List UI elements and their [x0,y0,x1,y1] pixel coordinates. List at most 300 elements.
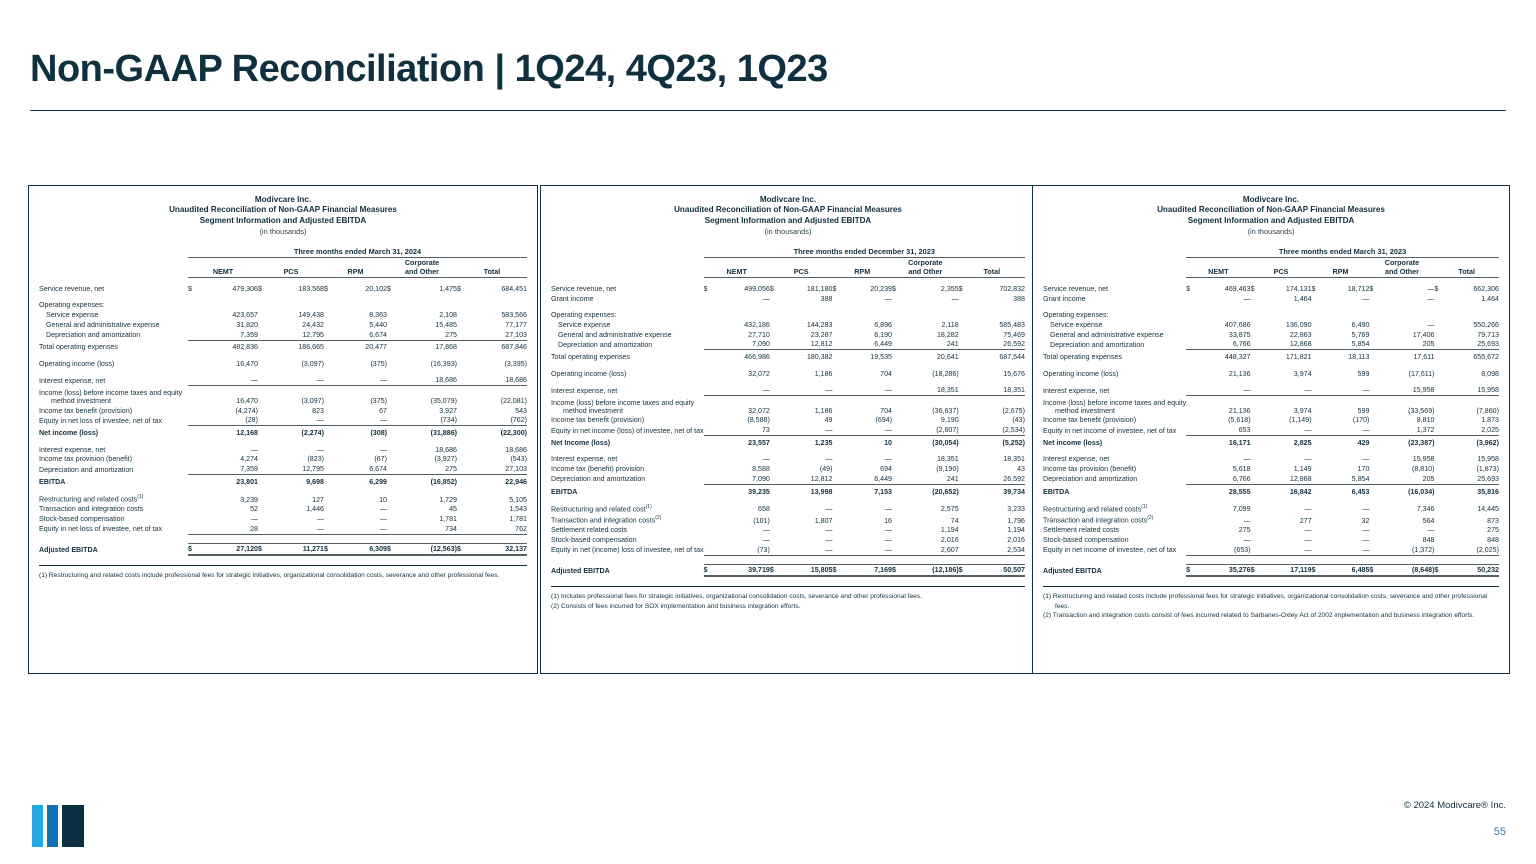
table-cell: — [379,505,387,514]
table-cell: 823 [312,406,324,415]
currency-symbol [704,369,712,379]
table-cell: 77,177 [505,320,527,329]
table-cell: 2,355 [940,284,959,293]
row-label: Settlement related costs [1043,526,1120,535]
table-heading [1043,195,1499,237]
table-cell: 388 [820,294,833,303]
currency-symbol: $ [1250,284,1255,293]
table-row [551,503,1025,514]
currency-symbol [1369,369,1376,379]
table-row [39,320,527,330]
row-label: EBITDA [39,477,66,486]
currency-symbol [832,294,840,304]
currency-symbol [1435,340,1442,350]
row-label: Equity in net income of investee, net of tax [1043,426,1177,435]
currency-symbol [770,425,778,435]
table-cell: — [1304,505,1312,514]
table-cell: (8,588) [747,416,770,425]
table-cell: 1,446 [306,505,324,514]
table-cell: 18,113 [1348,353,1370,361]
currency-symbol [188,342,196,352]
currency-symbol: $ [958,284,963,293]
table-cell: 3,927 [439,406,457,415]
currency-symbol [959,320,967,330]
currency-symbol [324,464,332,474]
currency-symbol: $ [892,284,896,293]
table-cell: 7,090 [752,340,770,349]
currency-symbol [1312,425,1319,435]
currency-symbol [1312,385,1319,395]
table-cell: — [884,386,892,395]
currency-symbol [1251,369,1258,379]
currency-symbol [324,310,332,320]
table-cell: — [1427,526,1435,535]
table-cell: 12,795 [302,330,324,339]
row-label: Service expense [46,311,99,320]
table-cell: 18,351 [936,455,959,464]
company-name: Modivcare Inc. [759,195,817,204]
table-cell: 21,136 [1228,406,1251,415]
table-cell: 27,103 [505,330,527,339]
currency-symbol [1251,535,1258,545]
currency-symbol [1312,320,1319,330]
table-cell: — [1427,284,1435,293]
currency-symbol [1186,525,1193,535]
row-label: Restructuring and related costs$^{(1)}$ [39,494,144,504]
table-cell: 11,271 [266,544,324,555]
footnote: (2) Consists of fees incurred for SOX implementation and business integration efforts. [551,602,801,610]
currency-symbol [704,438,712,448]
table-cell: 18,282 [936,330,959,339]
currency-symbol [1369,514,1376,525]
table-row [39,524,527,534]
table-cell: (375) [370,396,387,405]
currency-symbol [892,320,900,330]
currency-symbol [959,487,967,497]
table-cell: — [884,526,892,535]
row-label: Transaction and integration costs$^{(2)}$ [1043,515,1154,525]
currency-symbol [1369,503,1376,514]
currency-symbol [832,425,840,435]
table-cell: (35,079) [430,396,457,405]
currency-symbol [1435,330,1442,340]
row-label: EBITDA [551,487,578,496]
column-header: RPM [832,258,892,278]
table-cell: — [1362,455,1370,464]
table-cell: 32 [1361,516,1370,525]
table-cell: 3,974 [1293,406,1312,415]
currency-symbol [770,525,778,535]
table-row [551,340,1025,350]
units-note: (in thousands) [259,227,307,237]
currency-symbol [188,477,196,487]
table-cell: 2,607 [940,545,959,554]
currency-symbol [1251,294,1258,304]
spacer-row [39,369,527,376]
currency-symbol [770,438,778,448]
table-cell: 12,868 [1289,474,1312,483]
column-header: Corporate and Other [1369,258,1434,278]
currency-symbol [832,503,840,514]
row-label: Adjusted EBITDA [39,546,98,555]
currency-symbol [188,320,196,330]
table-cell: 7,169 [840,565,892,576]
currency-symbol [1251,352,1258,362]
row-label: Operating income (loss) [39,359,115,368]
table-cell: 684,451 [501,284,527,293]
table-cell: 50,507 [966,565,1025,576]
footnotes [39,565,527,580]
table-cell: 13,998 [810,487,833,496]
row-label: Stock-based compensation [1043,536,1129,545]
copyright-text: © 2024 Modivcare® Inc. [1403,800,1506,811]
currency-symbol [704,514,712,525]
report-subtitle: Segment Information and Adjusted EBITDA [704,215,872,225]
row-label: Income tax provision (benefit) [39,455,133,464]
period-label: Three months ended March 31, 2023 [1186,247,1499,258]
table-cell: — [316,376,324,385]
currency-symbol [457,514,465,524]
table-cell: 6,766 [1232,474,1251,483]
table-row [1043,398,1499,416]
currency-symbol [258,388,266,406]
currency-symbol [1186,474,1193,484]
spacer-row [39,487,527,494]
table-row [551,464,1025,474]
row-label: Equity in net loss of investee, net of tax [39,525,163,534]
currency-symbol [1369,398,1376,416]
currency-symbol [770,398,778,416]
table-cell: — [379,416,387,425]
row-label: Income tax (benefit) provision [551,465,645,474]
currency-symbol [258,477,266,487]
currency-symbol: $ [770,565,778,576]
row-label: Depreciation and amortization [46,331,141,340]
currency-symbol: $ [188,544,196,555]
table-cell: 3,974 [1293,369,1312,378]
table-cell: (543) [510,455,527,464]
table-row [39,493,527,504]
table-cell: 20,239 [870,284,892,293]
currency-symbol [704,385,712,395]
footnote: (2) Transaction and integration costs consist of fees incurred related to Sarbanes-Oxley Act of 2002 implementation and business integration efforts. [1043,611,1475,619]
currency-symbol [892,369,900,379]
currency-symbol: $ [1369,284,1374,293]
table-row [39,330,527,340]
table-cell: — [762,536,770,545]
table-cell: (823) [307,455,324,464]
table-cell: 2,016 [1007,536,1025,545]
currency-symbol [959,385,967,395]
currency-symbol [770,487,778,497]
table-cell: 658 [758,505,770,514]
table-cell: — [1304,526,1312,535]
currency-symbol [324,388,332,406]
currency-symbol [1251,416,1258,426]
spacer-row [1043,378,1499,385]
table-cell: — [1427,294,1435,303]
currency-symbol: $ [959,565,967,576]
table-cell: 2,825 [1293,438,1312,447]
row-label: Depreciation and amortization [1043,475,1138,484]
table-cell: — [1243,386,1251,395]
row-label: Service revenue, net [551,284,617,293]
currency-symbol [892,454,900,464]
currency-symbol [457,342,465,352]
column-header: PCS [1251,258,1312,278]
table-row [551,535,1025,545]
table-cell: (1,873) [1476,465,1499,474]
currency-symbol [387,359,395,369]
table-cell: — [250,515,258,524]
currency-symbol [1312,454,1319,464]
table-cell: (1,149) [1289,416,1312,425]
row-label: Depreciation and amortization [558,340,653,349]
table-cell: 1,807 [814,516,833,525]
table-cell: 2,016 [940,536,959,545]
currency-symbol [1186,320,1193,330]
currency-symbol [387,445,395,455]
table-cell: 1,194 [1007,526,1025,535]
currency-symbol [188,524,196,534]
currency-symbol [1251,438,1258,448]
table-cell: 16,470 [236,359,258,368]
currency-symbol [457,375,465,385]
row-label: Depreciation and amortization [551,475,646,484]
table-cell: 466,986 [744,353,770,361]
table-cell: 1,729 [439,495,457,504]
currency-symbol [832,385,840,395]
table-cell: (3,097) [301,396,324,405]
currency-symbol [1369,545,1376,555]
currency-symbol [832,438,840,448]
page-title: Non-GAAP Reconciliation | 1Q24, 4Q23, 1Q23 [30,48,828,90]
table-cell: (4,274) [235,406,258,415]
table-cell: 6,490 [1351,320,1370,329]
logo-bar-dark [62,805,84,847]
table-cell: — [884,536,892,545]
currency-symbol [704,340,712,350]
table-cell: 694 [880,465,892,474]
currency-symbol [457,445,465,455]
table-cell: 1,781 [509,515,527,524]
currency-symbol [258,416,266,426]
currency-symbol [832,416,840,426]
row-label: Net income (loss) [1043,438,1103,447]
table-cell: 448,327 [1224,353,1251,361]
table-cell: (734) [440,416,457,425]
table-cell: 1,186 [814,406,833,415]
table-cell: 873 [1487,516,1499,525]
table-cell: 6,190 [874,330,892,339]
currency-symbol [959,416,967,426]
currency-symbol: $ [457,544,465,555]
currency-symbol [258,320,266,330]
table-cell: 10 [884,438,892,447]
currency-symbol [387,464,395,474]
currency-symbol [1369,320,1376,330]
table-cell: 585,483 [999,320,1025,329]
table-cell: 8,810 [1416,416,1435,425]
table-cell: — [316,515,324,524]
table-cell: 18,686 [435,376,457,385]
currency-symbol [1312,503,1319,514]
financial-table-card [28,185,538,674]
currency-symbol [704,294,712,304]
table-cell: 181,180 [806,284,833,293]
table-cell: 79,713 [1477,330,1499,339]
currency-symbol [1312,340,1319,350]
table-cell: — [825,545,833,554]
table-cell: 12,812 [810,340,833,349]
currency-symbol [704,535,712,545]
table-row [551,320,1025,330]
currency-symbol [892,385,900,395]
table-cell: 6,453 [1351,487,1370,496]
table-cell: — [884,505,892,514]
currency-symbol [1369,487,1376,497]
table-cell: 5,769 [1351,330,1370,339]
table-row [551,514,1025,525]
table-cell: 5,440 [369,320,387,329]
currency-symbol: $ [892,565,900,576]
row-label: Operating income (loss) [551,369,627,378]
table-cell: 1,194 [940,526,959,535]
table-cell: 1,873 [1481,416,1499,425]
currency-symbol [1251,385,1258,395]
currency-symbol [1435,454,1442,464]
row-label: General and administrative expense [1050,330,1164,339]
column-header: Corporate and Other [387,258,457,278]
table-cell: 149,438 [298,311,324,320]
table-cell: 543 [515,406,527,415]
table-row [1043,454,1499,464]
table-cell: 7,090 [752,474,770,483]
currency-symbol [1186,464,1193,474]
table-cell: 52 [250,505,258,514]
period-header-row [39,247,527,258]
table-heading [551,195,1025,237]
currency-symbol [770,545,778,555]
table-cell: (2,025) [1476,545,1499,554]
currency-symbol [324,477,332,487]
table-cell: 429 [1357,438,1370,447]
table-heading [39,195,527,237]
currency-symbol [324,454,332,464]
table-cell: (5,618) [1228,416,1251,425]
currency-symbol: $ [832,284,837,293]
spacer-row [39,352,527,359]
table-cell: — [1243,536,1251,545]
table-cell: — [1304,426,1312,435]
spacer-row [551,378,1025,385]
table-cell: 8,098 [1481,369,1499,378]
currency-symbol [1435,369,1442,379]
report-title: Unaudited Reconciliation of Non-GAAP Financial Measures [169,205,397,215]
currency-symbol: $ [1186,284,1191,293]
currency-symbol [1186,398,1193,416]
table-cell: (22,081) [500,396,527,405]
currency-symbol [387,320,395,330]
table-cell: 704 [880,406,892,415]
currency-symbol [1369,474,1376,484]
currency-symbol [188,330,196,340]
currency-symbol [1251,545,1258,555]
table-row [1043,438,1499,448]
table-row [1043,385,1499,395]
table-cell: (23,387) [1408,438,1435,447]
table-cell: — [1304,455,1312,464]
table-cell: 15,805 [777,565,832,576]
spacer-row [1043,496,1499,503]
table-cell: 18,686 [505,445,527,454]
page-number: 55 [1493,826,1506,838]
table-row [551,352,1025,362]
row-label: Restructuring and related costs$^{(1)}$ [1043,504,1148,514]
table-cell: 39,719 [711,565,770,576]
table-cell: (5,252) [1002,438,1025,447]
column-header: Total [959,258,1025,278]
currency-symbol [1312,474,1319,484]
table-cell: (170) [1352,416,1370,425]
table-cell: 24,432 [302,320,324,329]
currency-symbol [959,454,967,464]
reconciliation-table [1043,247,1499,578]
table-cell: — [825,386,833,395]
table-cell: (2,534) [1002,426,1025,435]
table-cell: — [1362,545,1370,554]
currency-symbol [704,474,712,484]
table-cell: — [825,455,833,464]
table-row [551,425,1025,435]
table-cell: 6,766 [1232,340,1251,349]
currency-symbol [892,503,900,514]
currency-symbol [832,464,840,474]
row-label: Depreciation and amortization [1050,340,1145,349]
table-cell: 18,351 [1003,455,1025,464]
table-cell: 704 [880,369,892,378]
table-cell: 275 [445,465,457,474]
currency-symbol [1435,525,1442,535]
table-cell: 1,796 [1007,516,1025,525]
table-cell: — [1304,386,1312,395]
table-row [1043,284,1499,294]
table-cell: 7,359 [240,330,258,339]
currency-symbol [1369,454,1376,464]
table-cell: 12,168 [236,429,258,438]
row-label: Income tax benefit (provision) [551,416,645,425]
currency-symbol: $ [324,544,332,555]
table-cell: 5,105 [509,495,527,504]
company-name: Modivcare Inc. [1242,195,1300,204]
row-label: Income (loss) before income taxes and equity method investment [39,388,183,405]
table-cell: (2,607) [936,426,959,435]
currency-symbol [1251,454,1258,464]
row-label: Total operating expenses [551,353,630,361]
table-cell: 31,820 [236,320,258,329]
currency-symbol [770,474,778,484]
row-label: Interest expense, net [551,386,618,395]
table-cell: 6,674 [369,330,387,339]
table-cell: 21,136 [1228,369,1251,378]
currency-symbol [1312,369,1319,379]
table-cell: 35,816 [1477,487,1499,496]
table-cell: 432,186 [744,320,770,329]
currency-symbol [832,525,840,535]
currency-symbol [457,388,465,406]
column-header: PCS [770,258,833,278]
table-cell: 4,274 [240,455,258,464]
